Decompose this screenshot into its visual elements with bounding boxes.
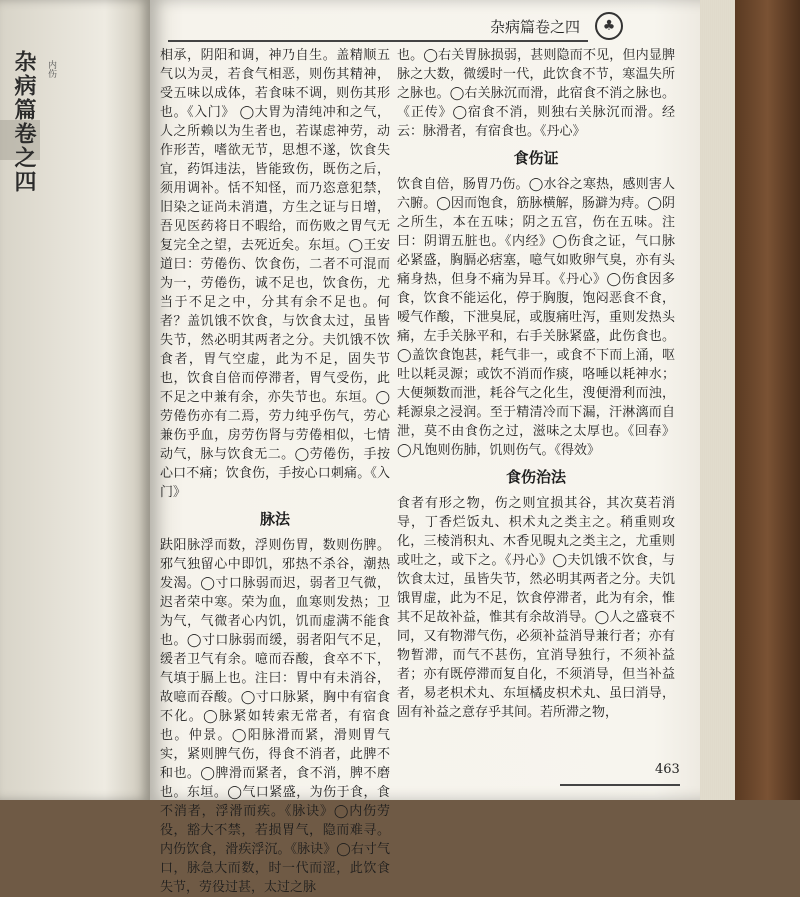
paragraph: 相承，阴阳和调，神乃自生。盖精顺五气以为灵，若食气相恶，则伤其精神，受五味以成体，若食味不调，则伤其形也。《入门》 ◯大胃为清纯冲和之气，人之所赖以为生者也，若谋虑神劳，动作形苦，嗜欲无节，思想不遂，饮食失宜，药饵违法，皆能致伤，既伤之后，须用调补。恬不知怪，而乃恣意犯禁，旧染之证尚未消遣，方生之证与日增，吾见医药将日不暇给，而伤败之胃气无复完全之望，去死近矣。东垣。◯王安道曰：劳倦伤、饮食伤，二者不可混而为一，劳倦伤，诚不足也，饮食伤，尤当于不足之中，分其有余不足也。何者？盖饥饿不饮食，与饮食太过，虽皆失节，然必明其两者之分。夫饥饿不饮食者，胃气空虚，此为不足，固失节也，饮食自倍而停滞者，胃气受伤，此不足之中兼有余，亦失节也。东垣。◯劳倦伤亦有二焉，劳力纯乎伤气，劳心兼伤乎血，房劳伤肾与劳倦相似，七情动气，脉与饮食无二。◯劳倦伤，手按心口不痛；饮食伤，手按心口刺痛。《入门》 [160, 48, 390, 500]
section-title-pulse: 脉法 [259, 510, 290, 528]
page-number-rule [560, 784, 680, 786]
paragraph: 趺阳脉浮而数，浮则伤胃，数则伤脾。邪气独留心中即饥，邪热不杀谷，潮热发渴。◯寸口脉弱而迟，弱者卫气微，迟者荣中寒。荣为血，血寒则发热；卫为气，气微者心内饥，饥而虚满不能食也。◯寸口脉弱而缓，弱者阳气不足，缓者卫气有余。噫而吞酸，食卒不下，气填于膈上也。注曰：胃中有未消谷，故噫而吞酸。◯寸口脉紧，胸中有宿食不化。◯脉紧如转索无常者，有宿食也。仲景。◯阳脉滑而紧，滑则胃气实，紧则脾气伤，得食不消者，此脾不和也。◯脾滑而紧者，食不消，脾不磨也。东垣。◯气口紧盛，为伤于食，食不消者，浮滑而疾。《脉诀》◯内伤劳役，豁大不禁，若损胃气，隐而难寻。内伤饮食，滑疾浮沉。《脉诀》◯右寸气口，脉急大而数，时一代而涩，此饮食失节，劳役过甚，太过之脉 [160, 538, 390, 895]
running-head: 杂病篇卷之四 [490, 18, 581, 36]
paragraph: 也。◯右关胃脉损弱，甚则隐而不见，但内显脾脉之大数，微缓时一代，此饮食不节，寒温失所之脉也。◯右关脉沉而滑，此宿食不消之脉也。《正传》◯宿食不消，则独右关脉沉而滑。经云：脉滑者，有宿食也。《丹心》 [397, 48, 675, 139]
text-column-left [160, 46, 390, 897]
paragraph: 食者有形之物，伤之则宜损其谷，其次莫若消导，丁香烂饭丸、枳术丸之类主之。稍重则攻化，三棱消积丸、木香见睍丸之类主之，尤重则或吐之，或下之。《丹心》◯夫饥饿不饮食，与饮食太过，虽皆失节，然必明其两者之分。夫饥饿胃虚，此为不足，饮食停滞者，此为有余，惟其不足故补益，惟其有余故消导。◯人之盛衰不同，又有物滞气伤，必须补益消导兼行者；亦有物暂滞，而气不甚伤，宜消导独行，不须补益者；亦有既停滞而复自化，不须消导，但当补益者，易老枳术丸、东垣橘皮枳术丸、虽曰消导，固有补益之意存乎其间。若所滞之物， [397, 496, 675, 720]
left-page [0, 0, 150, 800]
page-edges [700, 0, 740, 800]
paragraph: 饮食自倍，肠胃乃伤。◯水谷之寒热，感则害人六腑。◯因而饱食，筋脉横解，肠澼为痔。◯阴之所生，本在五味；阴之五宫，伤在五味。注曰：阴谓五脏也。《内经》◯伤食之证，气口脉必紧盛，胸膈必痞塞，噫气如败卵气臭，亦有头痛身热，但身不痛为异耳。《丹心》◯伤食因多食，饮食不能运化，停于胸腹，饱闷恶食不食，嗳气作酸，下泄臭屁，或腹痛吐泻，重则发热头痛，左手关脉平和，右手关脉紧盛，此伤食也。◯盖饮食饱甚，耗气非一，或食不下而上涌，呕吐以耗灵源；或饮不消而作痰，咯唾以耗神水；大便频数而泄，耗谷气之化生，溲便滑利而浊，耗源泉之浸润。至于精清冷而下漏，汗淋漓而自泄，莫不由食伤之过，滋味之太厚也。《回春》◯凡饱则伤肺，饥则伤气。《得效》 [397, 177, 675, 458]
leaf-logo-icon: ♣ [595, 12, 623, 40]
text-column-right [397, 46, 675, 722]
left-page-text: 内伤 [46, 60, 56, 78]
header-rule [168, 40, 588, 42]
book-cover [735, 0, 800, 800]
section-title-treatment: 食伤治法 [505, 468, 566, 486]
page-number: 463 [655, 762, 680, 777]
left-page-title: 杂病篇卷之四 [11, 50, 36, 194]
section-title-food-injury: 食伤证 [513, 149, 559, 167]
